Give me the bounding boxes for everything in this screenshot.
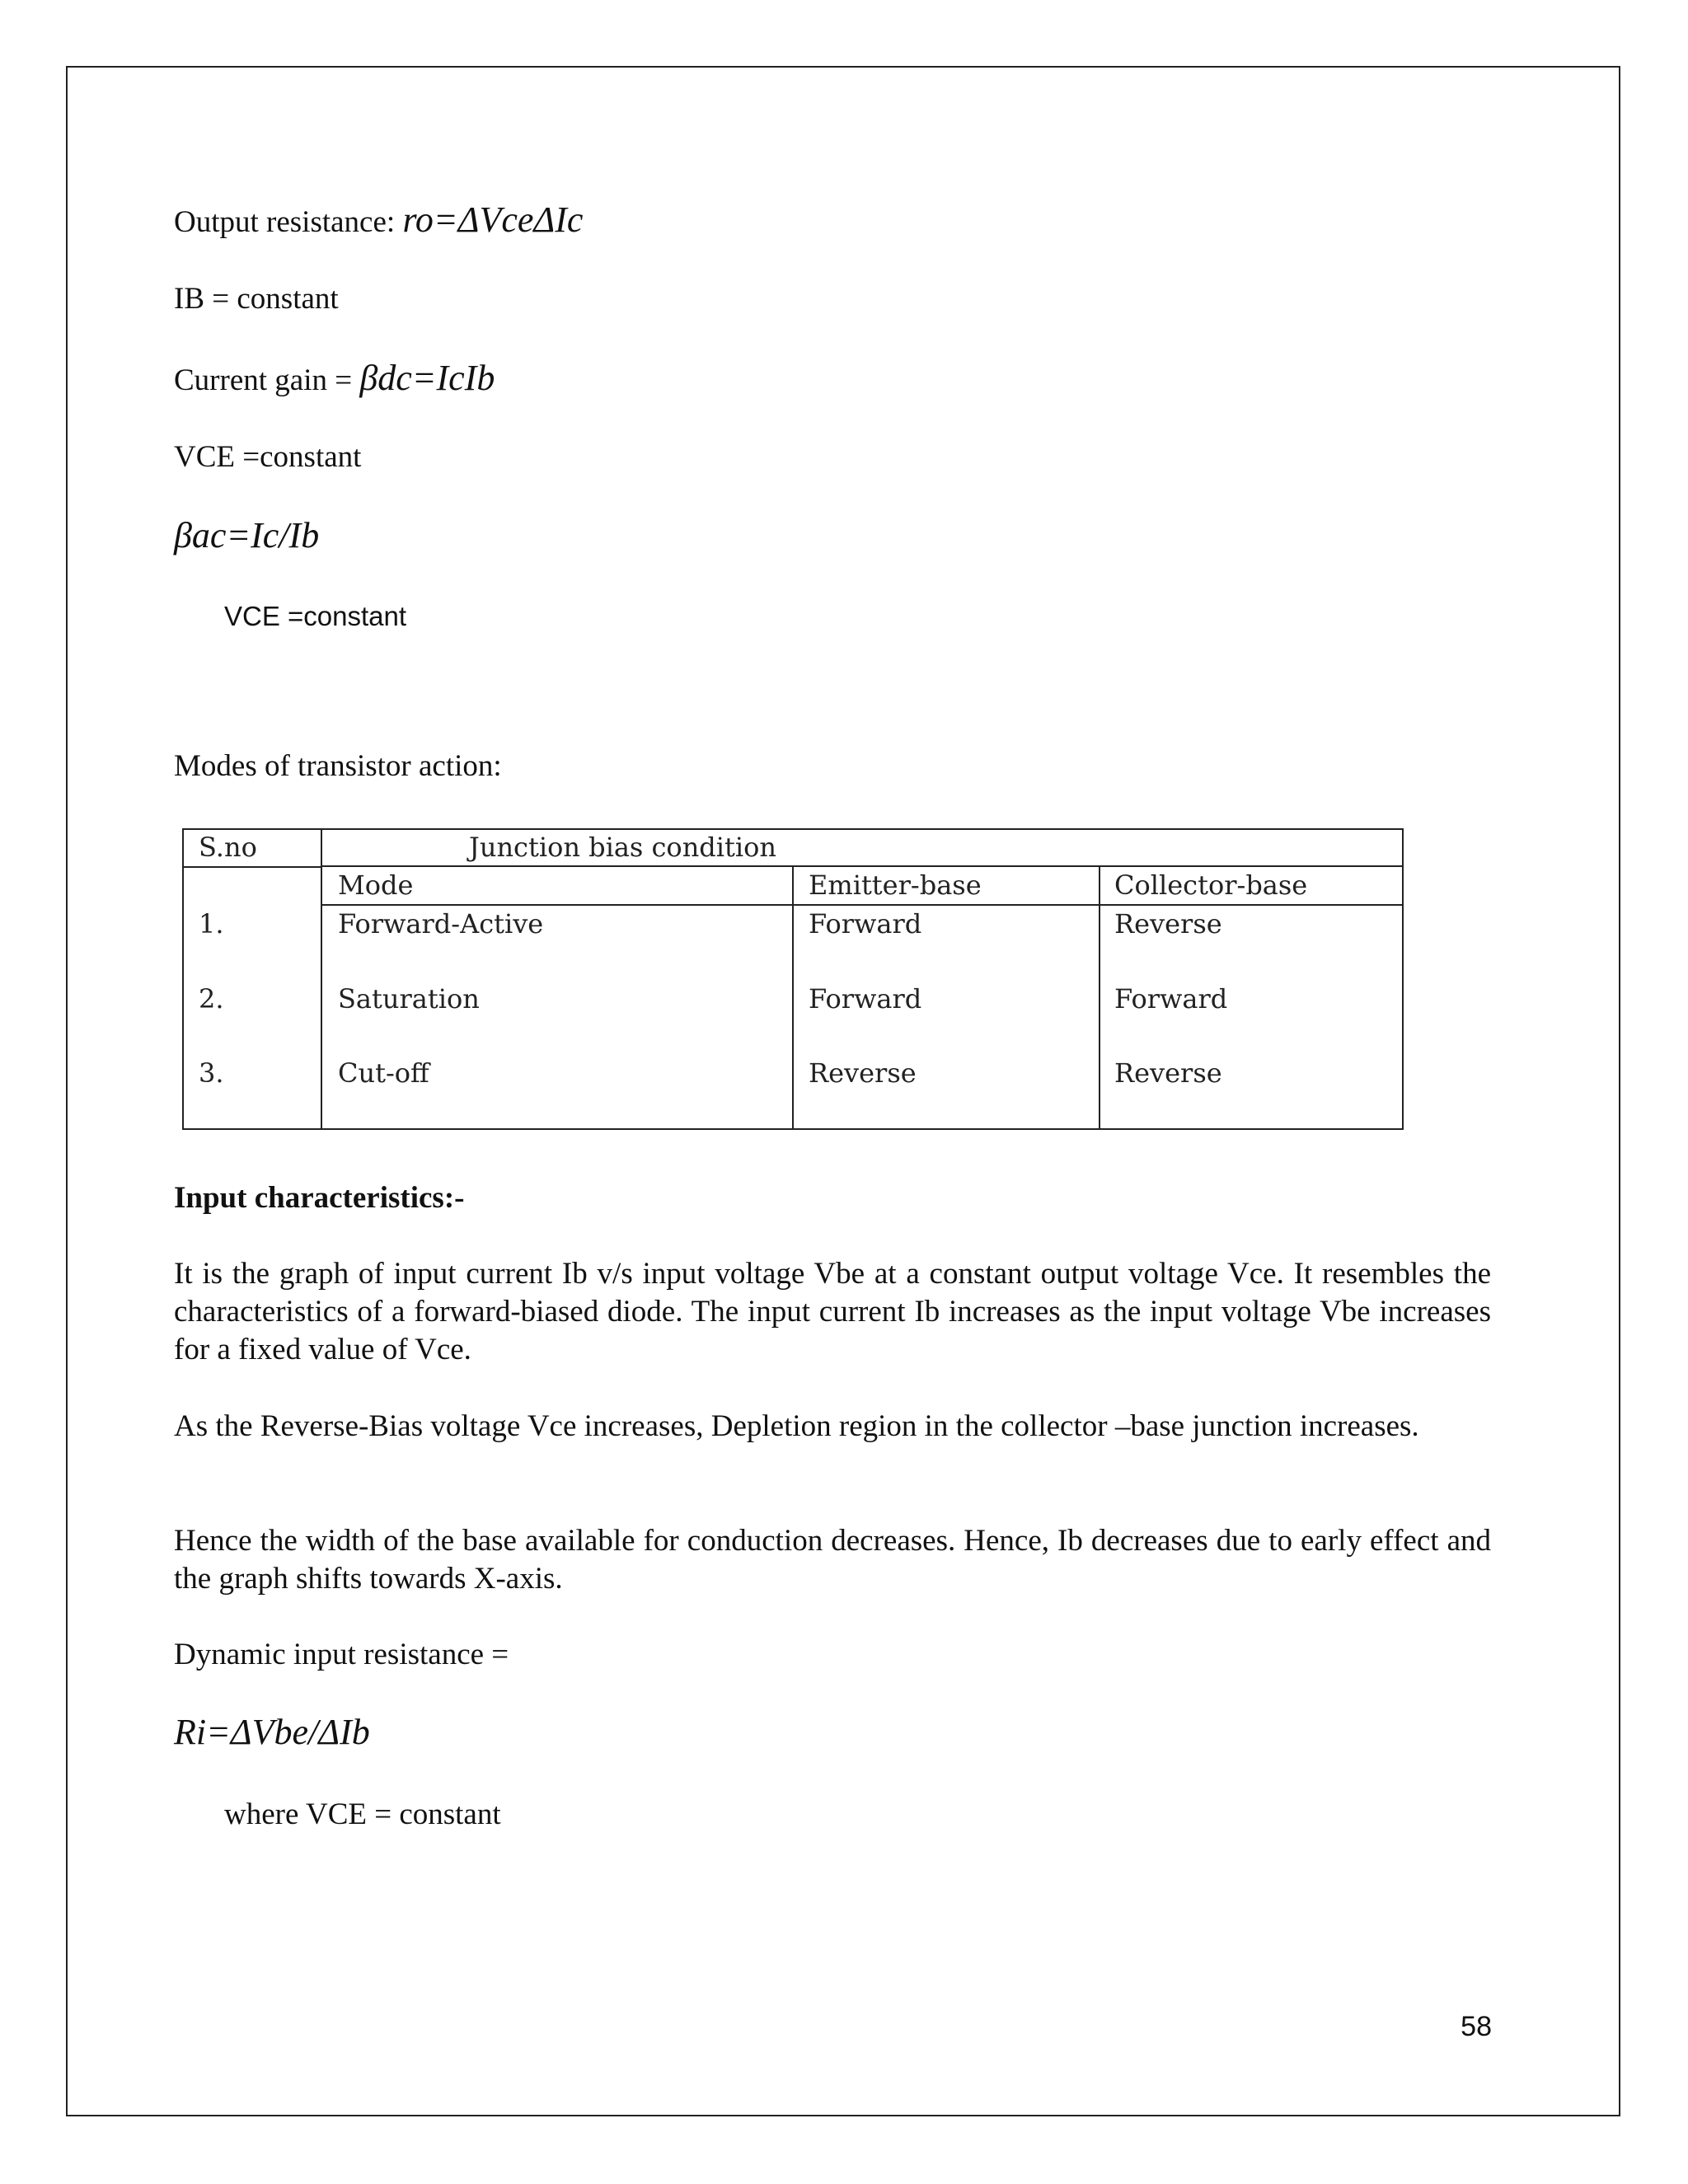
- page-number: 58: [1461, 2011, 1492, 2042]
- table-header-junction-bias: Junction bias condition: [469, 832, 776, 863]
- table-row-1-mode: Forward-Active: [338, 908, 544, 940]
- output-resistance-line: [174, 199, 584, 241]
- input-characteristics-paragraph-1: It is the graph of input current Ib v/s input voltage Vbe at a constant output voltage Vce. It resembles the characteristics of a forward-biased diode. The input current Ib increases as the input voltage Vbe increases for a fixed value of Vce.: [174, 1257, 1491, 1366]
- current-gain-line: [174, 360, 495, 399]
- table-row-3-mode: Cut-off: [338, 1057, 429, 1089]
- table-row-3-emitter-base: Reverse: [809, 1057, 917, 1089]
- table-row-1-sno: 1.: [199, 908, 224, 940]
- dynamic-input-resistance-label: Dynamic input resistance =: [174, 1638, 509, 1671]
- table-row-3-collector-base: Reverse: [1114, 1057, 1222, 1089]
- output-resistance-label: Output resistance:: [174, 205, 403, 239]
- where-vce-constant: where VCE = constant: [224, 1797, 501, 1831]
- output-resistance-formula: ro=ΔVceΔIc: [402, 199, 584, 240]
- table-header-collector-base: Collector-base: [1114, 869, 1308, 901]
- modes-heading: Modes of transistor action:: [174, 749, 502, 783]
- current-gain-formula: βdc=IcIb: [359, 358, 495, 398]
- input-characteristics-paragraph-2: As the Reverse-Bias voltage Vce increases, Depletion region in the collector –base junction increases.: [174, 1409, 1419, 1443]
- table-row-2-mode: Saturation: [338, 983, 480, 1015]
- vce-constant-text: VCE =constant: [174, 440, 362, 474]
- modes-table: [182, 828, 1404, 1130]
- table-header-sno: S.no: [199, 832, 257, 863]
- current-gain-label: Current gain =: [174, 363, 360, 397]
- input-characteristics-heading: Input characteristics:-: [174, 1181, 465, 1215]
- table-row-2-sno: 2.: [199, 983, 224, 1015]
- ri-formula: Ri=ΔVbe/ΔIb: [174, 1712, 370, 1752]
- input-characteristics-paragraph-3: Hence the width of the base available for conduction decreases. Hence, Ib decreases due to early effect and the graph shifts towards X-axis.: [174, 1524, 1491, 1596]
- table-row-1-emitter-base: Forward: [809, 908, 922, 940]
- table-header-emitter-base: Emitter-base: [809, 869, 982, 901]
- table-header-mode: Mode: [338, 869, 414, 901]
- vce-constant-note: VCE =constant: [224, 601, 407, 631]
- table-row-1-collector-base: Reverse: [1114, 908, 1222, 940]
- table-row-2-emitter-base: Forward: [809, 983, 922, 1015]
- table-row-3-sno: 3.: [199, 1057, 224, 1089]
- ib-constant-text: IB = constant: [174, 282, 339, 316]
- table-row-2-collector-base: Forward: [1114, 983, 1228, 1015]
- beta-ac-formula: βac=Ic/Ib: [174, 515, 320, 555]
